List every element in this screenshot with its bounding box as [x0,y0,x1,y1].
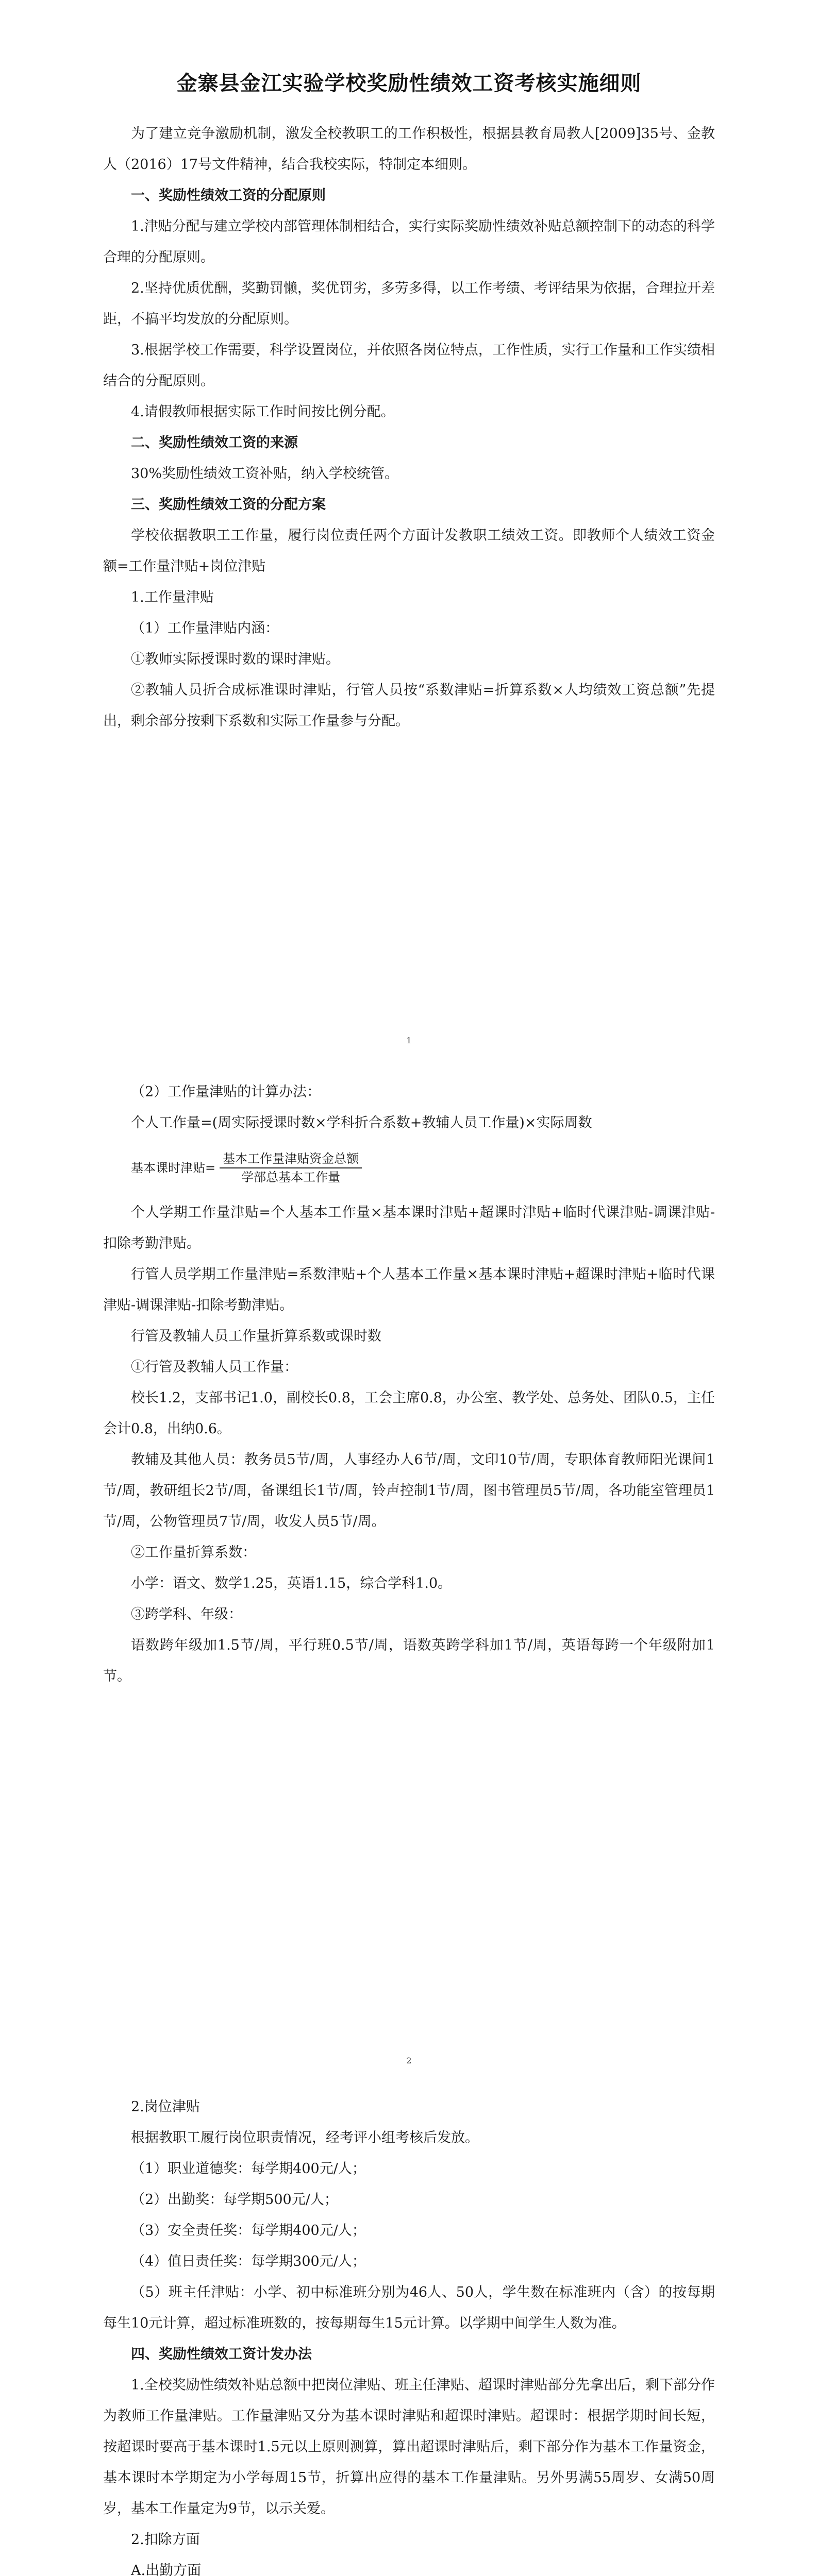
paragraph: A.出勤方面 [131,2563,202,2576]
paragraph: （1）工作量津贴内涵： [131,620,279,636]
paragraph: 1.工作量津贴 [131,589,214,605]
paragraph: ②工作量折算系数： [131,1545,256,1561]
formula [131,1150,715,1186]
section-heading: 二、奖励性绩效工资的来源 [131,435,298,451]
paragraph: 个人学期工作量津贴=个人基本工作量×基本课时津贴+超课时津贴+临时代课津贴-调课津贴-扣除考勤津贴。 [103,1205,715,1251]
paragraph: 行管人员学期工作量津贴=系数津贴+个人基本工作量×基本课时津贴+超课时津贴+临时代课津贴-调课津贴-扣除考勤津贴。 [103,1266,715,1313]
paragraph: ③跨学科、年级： [131,1606,242,1622]
paragraph: （2）出勤奖：每学期500元/人； [131,2192,338,2208]
page-1-body [103,118,715,737]
paragraph: 4.请假教师根据实际工作时间按比例分配。 [131,404,395,420]
paragraph: 1.全校奖励性绩效补贴总额中把岗位津贴、班主任津贴、超课时津贴部分先拿出后，剩下部分作为教师工作量津贴。工作量津贴又分为基本课时津贴和超课时津贴。超课时：根据学期时间长短，按超课时要高于基本课时1.5元以上原则测算，算出超课时津贴后，剩下部分作为基本工作量资金，基本课时本学期定为小学每周15节，折算出应得的基本工作量津贴。另外男满55周岁、女满50周岁，基本工作量定为9节，以示关爱。 [103,2377,715,2517]
paragraph: 为了建立竞争激励机制，激发全校教职工的工作积极性，根据县教育局教人[2009]35号、金教人（2016）17号文件精神，结合我校实际，特制定本细则。 [103,126,715,173]
section-heading: 一、奖励性绩效工资的分配原则 [131,188,326,204]
paragraph: 1.津贴分配与建立学校内部管理体制相结合，实行实际奖励性绩效补贴总额控制下的动态的科学合理的分配原则。 [103,218,715,265]
formula-lhs: 基本课时津贴= [131,1161,216,1175]
paragraph: 2.扣除方面 [131,2532,200,2548]
page-number: 1 [406,1036,412,1045]
paragraph: （3）安全责任奖：每学期400元/人； [131,2223,366,2239]
paragraph: 行管及教辅人员工作量折算系数或课时数 [131,1328,381,1344]
paragraph: （4）值日责任奖：每学期300元/人； [131,2253,366,2269]
paragraph: ①教师实际授课时数的课时津贴。 [131,651,340,667]
paragraph: 语数跨年级加1.5节/周，平行班0.5节/周，语数英跨学科加1节/周，英语每跨一个年级附加1节。 [103,1637,715,1684]
section-heading: 三、奖励性绩效工资的分配方案 [131,497,326,513]
paragraph: 教辅及其他人员：教务员5节/周，人事经办人6节/周，文印10节/周，专职体育教师阳光课间1节/周，教研组长2节/周，备课组长1节/周，铃声控制1节/周，图书管理员5节/周，各功能室管理员1节/周，公物管理员7节/周，收发人员5节/周。 [103,1452,715,1530]
paragraph: 学校依据教职工工作量，履行岗位责任两个方面计发教职工绩效工资。即教师个人绩效工资金额=工作量津贴+岗位津贴 [103,528,715,574]
paragraph: ②教辅人员折合成标准课时津贴，行管人员按“系数津贴=折算系数×人均绩效工资总额”先提出，剩余部分按剩下系数和实际工作量参与分配。 [103,682,715,729]
paragraph: 30%奖励性绩效工资补贴，纳入学校统管。 [131,466,399,482]
paragraph: 个人工作量=(周实际授课时数×学科折合系数+教辅人员工作量)×实际周数 [131,1115,592,1131]
formula-numerator: 基本工作量津贴资金总额 [220,1150,362,1168]
page-3-body [103,2092,715,2576]
formula-fraction [220,1150,362,1186]
page-number: 2 [406,2056,412,2065]
paragraph: （5）班主任津贴：小学、初中标准班分别为46人、50人，学生数在标准班内（含）的按每期每生10元计算，超过标准班数的，按每期每生15元计算。以学期中间学生人数为准。 [103,2284,715,2331]
paragraph: （1）职业道德奖：每学期400元/人； [131,2161,366,2177]
paragraph: 3.根据学校工作需要，科学设置岗位，并依照各岗位特点，工作性质，实行工作量和工作实绩相结合的分配原则。 [103,342,715,389]
section-heading: 四、奖励性绩效工资计发办法 [131,2346,312,2362]
paragraph: 根据教职工履行岗位职责情况，经考评小组考核后发放。 [131,2130,479,2146]
paragraph: ①行管及教辅人员工作量： [131,1359,298,1375]
paragraph: 小学：语文、数学1.25，英语1.15，综合学科1.0。 [131,1575,452,1591]
formula-denominator: 学部总基本工作量 [241,1170,341,1184]
document-title: 金寨县金江实验学校奖励性绩效工资考核实施细则 [176,72,642,95]
paragraph: 校长1.2，支部书记1.0，副校长0.8，工会主席0.8，办公室、教学处、总务处、团队0.5，主任会计0.8，出纳0.6。 [103,1390,715,1437]
paragraph: （2）工作量津贴的计算办法： [131,1084,321,1100]
paragraph: 2.岗位津贴 [131,2099,200,2115]
page-2-body [103,1077,715,1692]
paragraph: 2.坚持优质优酬，奖勤罚懒，奖优罚劣，多劳多得，以工作考绩、考评结果为依据，合理拉开差距，不搞平均发放的分配原则。 [103,280,715,327]
